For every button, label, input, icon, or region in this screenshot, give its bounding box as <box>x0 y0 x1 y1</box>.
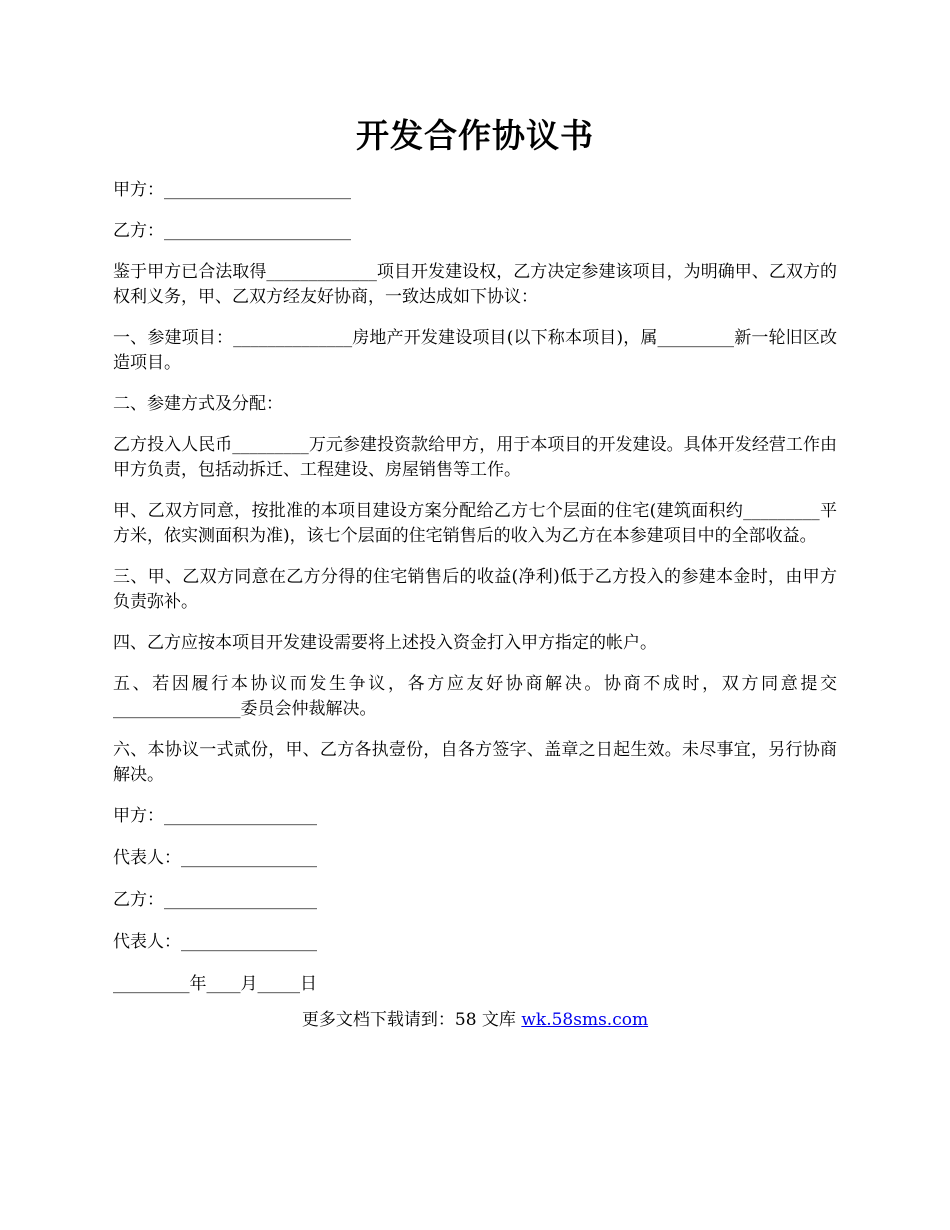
signature-party-b: 乙方：__________________ <box>113 890 317 910</box>
signature-representative-a: 代表人：________________ <box>113 848 317 868</box>
footer-note <box>0 1008 950 1033</box>
party-b-line: 乙方：______________________ <box>113 221 351 241</box>
clause-2-heading: 二、参建方式及分配： <box>113 394 283 414</box>
preamble-paragraph: 鉴于甲方已合法取得_____________项目开发建设权，乙方决定参建该项目，为明确甲、乙双方的权利义务，甲、乙双方经友好协商，一致达成如下协议： <box>113 262 837 307</box>
document-title: 开发合作协议书 <box>356 116 594 155</box>
clause-2-paragraph-2: 甲、乙双方同意，按批准的本项目建设方案分配给乙方七个层面的住宅(建筑面积约_________平方米，依实测面积为准)，该七个层面的住宅销售后的收入为乙方在本参建项目中的全部收益。 <box>113 501 837 546</box>
clause-1-paragraph: 一、参建项目：______________房地产开发建设项目(以下称本项目)，属_________新一轮旧区改造项目。 <box>113 328 837 373</box>
document-body <box>113 178 837 1014</box>
clause-5-paragraph: 五、若因履行本协议而发生争议，各方应友好协商解决。协商不成时，双方同意提交_______________委员会仲裁解决。 <box>113 674 837 719</box>
signature-date-line: _________年____月_____日 <box>113 974 317 994</box>
signature-party-a: 甲方：__________________ <box>113 806 317 826</box>
clause-3-paragraph: 三、甲、乙双方同意在乙方分得的住宅销售后的收益(净利)低于乙方投入的参建本金时，由甲方负责弥补。 <box>113 567 837 612</box>
clause-4-paragraph: 四、乙方应按本项目开发建设需要将上述投入资金打入甲方指定的帐户。 <box>113 633 657 653</box>
footer-prefix: 更多文档下载请到：58 文库 <box>301 1010 522 1030</box>
clause-2-paragraph-1: 乙方投入人民币_________万元参建投资款给甲方，用于本项目的开发建设。具体开发经营工作由甲方负责，包括动拆迁、工程建设、房屋销售等工作。 <box>113 435 837 480</box>
signature-representative-b: 代表人：________________ <box>113 932 317 952</box>
footer-link[interactable]: wk.58sms.com <box>521 1010 649 1030</box>
party-a-line: 甲方：______________________ <box>113 180 351 200</box>
clause-6-paragraph: 六、本协议一式贰份，甲、乙方各执壹份，自各方签字、盖章之日起生效。未尽事宜，另行协商解决。 <box>113 740 837 785</box>
